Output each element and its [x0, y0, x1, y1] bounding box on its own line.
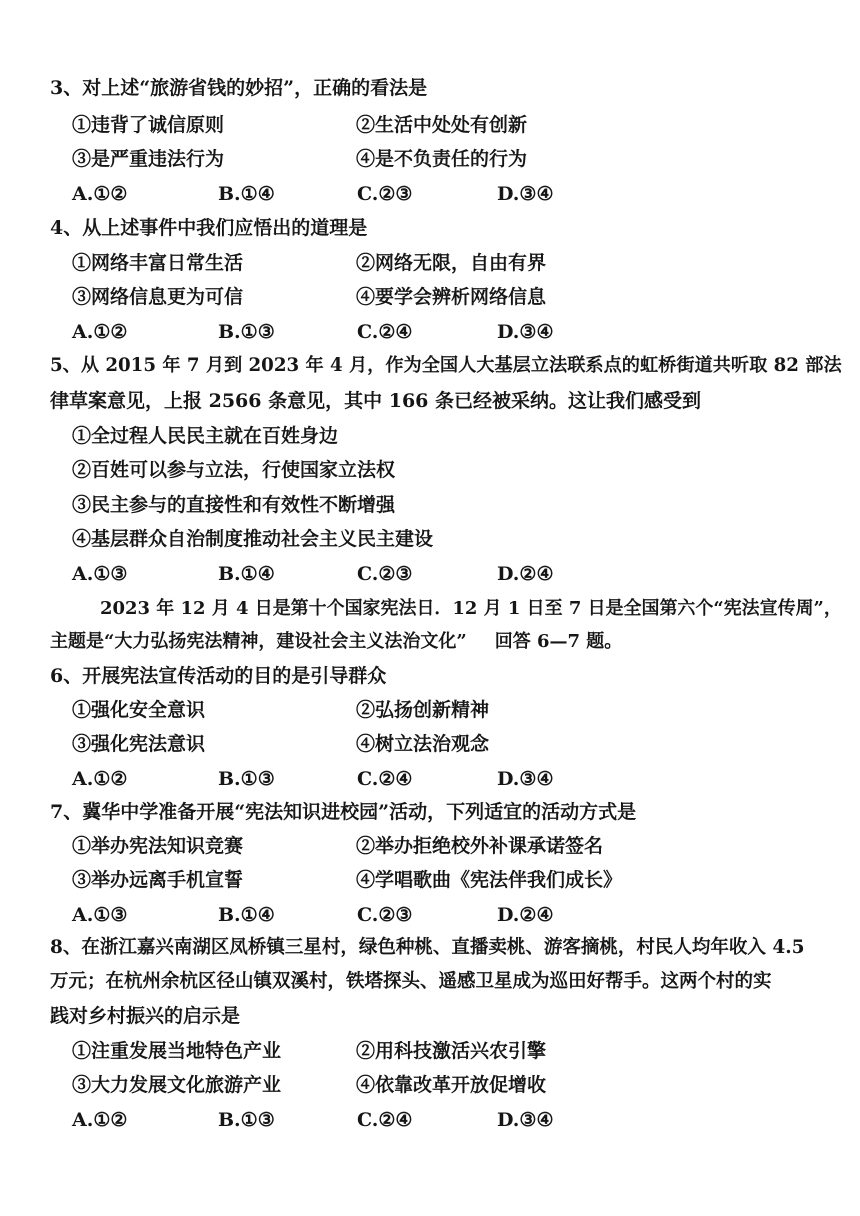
- q6-choice-d: D.③④: [497, 768, 554, 790]
- q3-option-1: ①违背了诚信原则: [72, 114, 225, 136]
- q4-option-4: ④要学会辨析网络信息: [356, 286, 547, 308]
- q3-option-4: ④是不负责任的行为: [356, 148, 528, 170]
- material-instruction-text: 回答 6—7 题。: [494, 631, 623, 652]
- q4-choice-c: C.②④: [357, 321, 413, 343]
- q5-choice-d: D.②④: [497, 563, 554, 585]
- q8-option-1: ①注重发展当地特色产业: [72, 1040, 282, 1062]
- q6-option-4: ④树立法治观念: [356, 733, 490, 755]
- q7-option-3: ③举办远离手机宣誓: [72, 869, 244, 891]
- q8-option-2: ②用科技激活兴农引擎: [356, 1040, 547, 1062]
- q4-choice-d: D.③④: [497, 321, 554, 343]
- question-5-stem-line-2: 律草案意见，上报 2566 条意见，其中 166 条已经被采纳。这让我们感受到: [50, 390, 702, 412]
- q4-option-2: ②网络无限，自由有界: [356, 252, 547, 274]
- question-8-stem-line-3: 践对乡村振兴的启示是: [50, 1005, 241, 1027]
- q8-choice-d: D.③④: [497, 1109, 554, 1131]
- material-theme-text: 主题是“大力弘扬宪法精神，建设社会主义法治文化”: [50, 631, 467, 652]
- q7-option-4: ④学唱歌曲《宪法伴我们成长》: [356, 869, 623, 891]
- material-intro-line-1: 2023 年 12 月 4 日是第十个国家宪法日．12 月 1 日至 7 日是全国第六个“宪法宣传周”，: [100, 598, 842, 619]
- q3-choice-c: C.②③: [357, 183, 413, 205]
- q5-option-1: ①全过程人民民主就在百姓身边: [72, 425, 339, 447]
- q8-choice-b: B.①③: [218, 1109, 275, 1131]
- q7-option-1: ①举办宪法知识竞赛: [72, 835, 244, 857]
- q3-option-2: ②生活中处处有创新: [356, 114, 528, 136]
- q3-choice-a: A.①②: [72, 183, 128, 205]
- q6-choice-b: B.①③: [218, 768, 275, 790]
- q5-option-4: ④基层群众自治制度推动社会主义民主建设: [72, 528, 434, 550]
- q7-choice-d: D.②④: [497, 904, 554, 926]
- q5-choice-b: B.①④: [218, 563, 275, 585]
- q7-choice-c: C.②③: [357, 904, 413, 926]
- q5-choice-c: C.②③: [357, 563, 413, 585]
- q6-option-2: ②弘扬创新精神: [356, 699, 490, 721]
- q8-choice-c: C.②④: [357, 1109, 413, 1131]
- q4-option-1: ①网络丰富日常生活: [72, 252, 244, 274]
- q5-choice-a: A.①③: [72, 563, 128, 585]
- question-3-stem: 3、对上述“旅游省钱的妙招”，正确的看法是: [50, 77, 428, 99]
- q8-choice-a: A.①②: [72, 1109, 128, 1131]
- question-4-stem: 4、从上述事件中我们应悟出的道理是: [50, 217, 368, 239]
- q5-option-2: ②百姓可以参与立法，行使国家立法权: [72, 459, 396, 481]
- question-7-stem: 7、冀华中学准备开展“宪法知识进校园”活动，下列适宜的活动方式是: [50, 801, 637, 823]
- material-intro-line-2: [50, 630, 622, 654]
- q7-choice-a: A.①③: [72, 904, 128, 926]
- q4-option-3: ③网络信息更为可信: [72, 286, 244, 308]
- question-8-stem-line-1: 8、在浙江嘉兴南湖区凤桥镇三星村，绿色种桃、直播卖桃、游客摘桃，村民人均年收入 4.5: [50, 937, 805, 958]
- question-5-stem-line-1: 5、从 2015 年 7 月到 2023 年 4 月，作为全国人大基层立法联系点的虹桥街道共听取 82 部法: [50, 355, 842, 376]
- q8-option-3: ③大力发展文化旅游产业: [72, 1074, 282, 1096]
- q6-option-1: ①强化安全意识: [72, 699, 206, 721]
- q7-option-2: ②举办拒绝校外补课承诺签名: [356, 835, 604, 857]
- q6-choice-a: A.①②: [72, 768, 128, 790]
- q6-option-3: ③强化宪法意识: [72, 733, 206, 755]
- question-6-stem: 6、开展宪法宣传活动的目的是引导群众: [50, 665, 387, 687]
- q3-choice-b: B.①④: [218, 183, 275, 205]
- q4-choice-b: B.①③: [218, 321, 275, 343]
- q7-choice-b: B.①④: [218, 904, 275, 926]
- question-8-stem-line-2: 万元；在杭州余杭区径山镇双溪村，铁塔探头、遥感卫星成为巡田好帮手。这两个村的实: [50, 971, 772, 992]
- q5-option-3: ③民主参与的直接性和有效性不断增强: [72, 494, 396, 516]
- q3-option-3: ③是严重违法行为: [72, 148, 225, 170]
- q6-choice-c: C.②④: [357, 768, 413, 790]
- q4-choice-a: A.①②: [72, 321, 128, 343]
- q8-option-4: ④依靠改革开放促增收: [356, 1074, 547, 1096]
- q3-choice-d: D.③④: [497, 183, 554, 205]
